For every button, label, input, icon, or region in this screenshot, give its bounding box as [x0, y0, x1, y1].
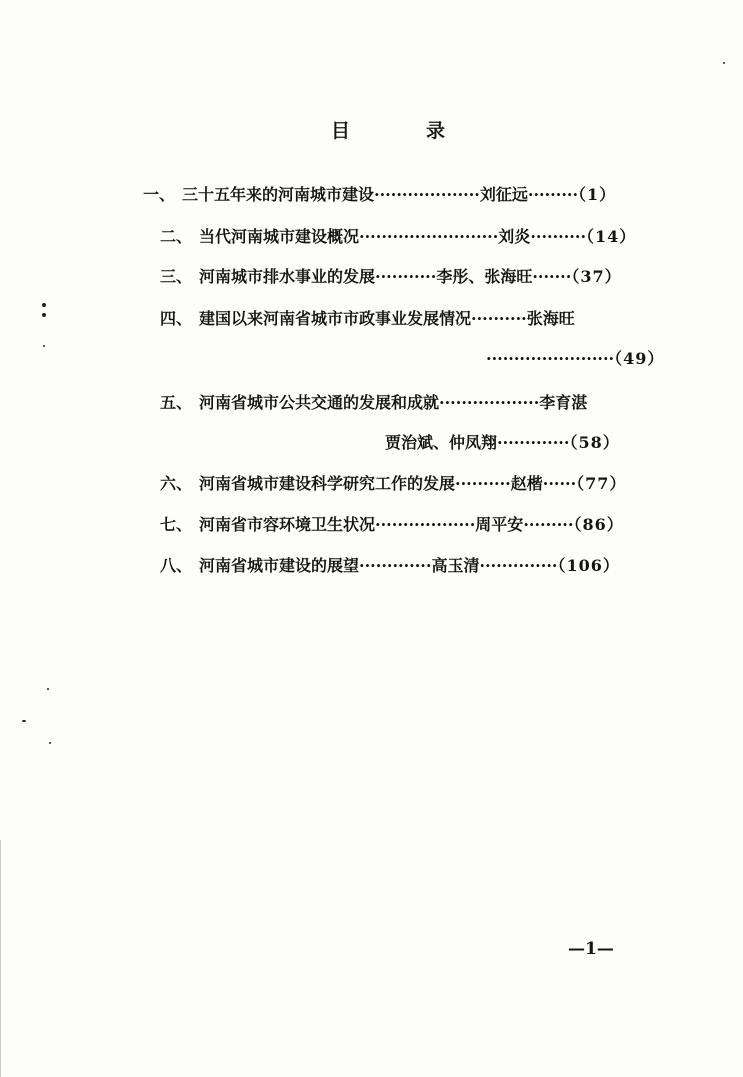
entry-author: 张海旺 [526, 309, 575, 328]
entry-title: 建国以来河南省城市市政事业发展情况 [199, 309, 472, 328]
entry-leader-dots: ·················· [439, 393, 540, 412]
scan-speck [22, 720, 26, 722]
entry-leader-dots: ························· [359, 227, 499, 246]
entry-title: 河南城市排水事业的发展 [199, 267, 376, 286]
entry-author: 贾治斌、仲凤翔 [385, 433, 498, 452]
entry-number: 六、 [160, 474, 193, 493]
entry-leader-dots: ············· [497, 433, 570, 452]
entry-number: 七、 [160, 515, 193, 534]
entry-title: 河南省城市建设的展望 [199, 556, 360, 575]
entry-author: 赵楷 [510, 474, 543, 493]
toc-entry [160, 266, 622, 288]
entry-number: 三、 [160, 267, 193, 286]
entry-author: 刘征远 [479, 185, 528, 204]
toc-title [0, 116, 743, 146]
entry-page: （58） [569, 433, 620, 452]
entry-author: 周平安 [475, 515, 524, 534]
entry-leader-dots: ········· [523, 515, 574, 534]
toc-entry-continuation [385, 432, 620, 454]
toc-entry [160, 555, 620, 577]
page-number: —1— [568, 939, 614, 959]
entry-page: （37） [571, 267, 622, 286]
entry-leader-dots: ·········· [530, 227, 587, 246]
toc-entry [160, 308, 575, 330]
scan-speck [47, 688, 49, 690]
entry-author: 刘炎 [498, 227, 531, 246]
scan-speck [49, 742, 51, 744]
entry-leader-dots: ··················· [374, 185, 480, 204]
page-edge-line [0, 840, 1, 1077]
entry-author: 李育湛 [539, 393, 588, 412]
scan-speck [723, 62, 725, 64]
entry-leader-dots: ·················· [375, 515, 476, 534]
toc-entry [160, 392, 587, 414]
entry-leader-dots: ······················· [486, 349, 615, 368]
entry-page: （86） [573, 515, 624, 534]
toc-entry-continuation [486, 348, 664, 370]
scan-speck [42, 303, 46, 307]
entry-page: （14） [586, 227, 637, 246]
entry-page: （49） [614, 349, 665, 368]
entry-page: （106） [557, 556, 620, 575]
entry-leader-dots: ··········· [375, 267, 437, 286]
entry-author: 李彤、张海旺 [436, 267, 533, 286]
entry-page: （77） [576, 474, 627, 493]
entry-title: 河南省城市建设科学研究工作的发展 [199, 474, 456, 493]
toc-entry [143, 184, 616, 206]
entry-number: 二、 [160, 227, 193, 246]
entry-number: 八、 [160, 556, 193, 575]
toc-entry [160, 473, 626, 495]
toc-title-left: 目 [331, 120, 351, 142]
toc-entry [160, 514, 624, 536]
entry-leader-dots: ······· [532, 267, 572, 286]
entry-title: 当代河南城市建设概况 [199, 227, 360, 246]
entry-title: 三十五年来的河南城市建设 [182, 185, 375, 204]
toc-entry [160, 226, 636, 248]
entry-leader-dots: ······ [542, 474, 577, 493]
entry-author: 高玉清 [431, 556, 480, 575]
entry-number: 一、 [143, 185, 176, 204]
entry-number: 四、 [160, 309, 193, 328]
entry-title: 河南省市容环境卫生状况 [199, 515, 376, 534]
entry-page: （1） [578, 185, 617, 204]
entry-leader-dots: ·········· [471, 309, 527, 328]
scan-speck [42, 313, 46, 317]
entry-leader-dots: ·········· [455, 474, 511, 493]
entry-leader-dots: ········· [527, 185, 579, 204]
entry-number: 五、 [160, 393, 193, 412]
entry-leader-dots: ·············· [479, 556, 558, 575]
scan-speck [43, 345, 45, 347]
toc-title-right: 录 [426, 120, 446, 142]
entry-title: 河南省城市公共交通的发展和成就 [199, 393, 440, 412]
entry-leader-dots: ············· [359, 556, 432, 575]
